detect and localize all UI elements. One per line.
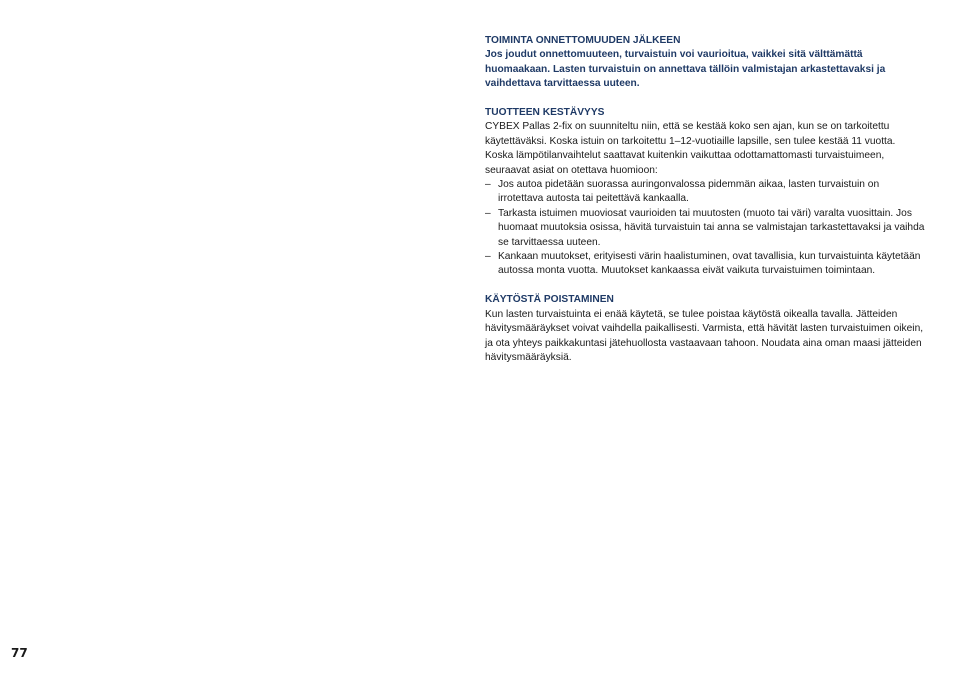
section-body-durability: CYBEX Pallas 2-fix on suunniteltu niin, että se kestää koko sen ajan, kun se on tarkoitettu käytettäväksi. Koska istuin on tarkoitettu 1–12-vuotiaille lapsille, sen tulee kestää 11 vuotta. Koska lämpötilanvaihtelut saattavat kuitenkin vaikuttaa odottamattomasti turvaistuimeen, seuraavat asiat on otettava huomioon:	[485, 121, 896, 176]
page-number: 77	[11, 646, 28, 660]
section-heading-durability: TUOTTEEN KESTÄVYYS	[485, 107, 605, 119]
section-body-disposal: Kun lasten turvaistuinta ei enää käytetä, se tulee poistaa käytöstä oikealla tavalla. Jätteiden hävitysmääräykset voivat vaihdella paikallisesti. Varmista, että hävität lasten turvaistuimen oikein, ja ota yhteys paikkakuntasi jätehuollosta vastaavaan tahoon. Noudata aina oman maasi jätteiden hävitysmääräyksiä.	[485, 308, 924, 363]
section-heading-accident: TOIMINTA ONNETTOMUUDEN JÄLKEEN	[485, 35, 681, 46]
section-body-accident: Jos joudut onnettomuuteen, turvaistuin voi vaurioitua, vaikkei sitä välttämättä huomaakaan. Lasten turvaistuin on annettava tällöin valmistajan arkastettavaksi ja vaihdettava tarvittaessa uuteen.	[485, 49, 886, 90]
list-item: – Jos autoa pidetään suorassa auringonvalossa pidemmän aikaa, lasten turvaistuin on irrotettava autosta tai peitettävä kankaalla.	[485, 178, 925, 207]
list-item: – Tarkasta istuimen muoviosat vaurioiden tai muutosten (muoto tai väri) varalta vuosittain. Jos huomaat muutoksia osissa, hävitä turvaistuin tai anna se valmistajan tarkastettavaksi ja vaihda se tarvittaessa uuteen.	[485, 207, 925, 250]
durability-list	[485, 178, 925, 279]
section-accident	[485, 34, 925, 92]
section-durability	[485, 106, 925, 279]
section-disposal	[485, 293, 925, 365]
list-item: – Kankaan muutokset, erityisesti värin haalistuminen, ovat tavallisia, kun turvaistuinta käytetään autossa monta vuotta. Muutokset kankaassa eivät vaikuta turvaistuimen toimintaan.	[485, 250, 925, 279]
text-column	[485, 34, 925, 380]
section-heading-disposal: KÄYTÖSTÄ POISTAMINEN	[485, 294, 614, 306]
